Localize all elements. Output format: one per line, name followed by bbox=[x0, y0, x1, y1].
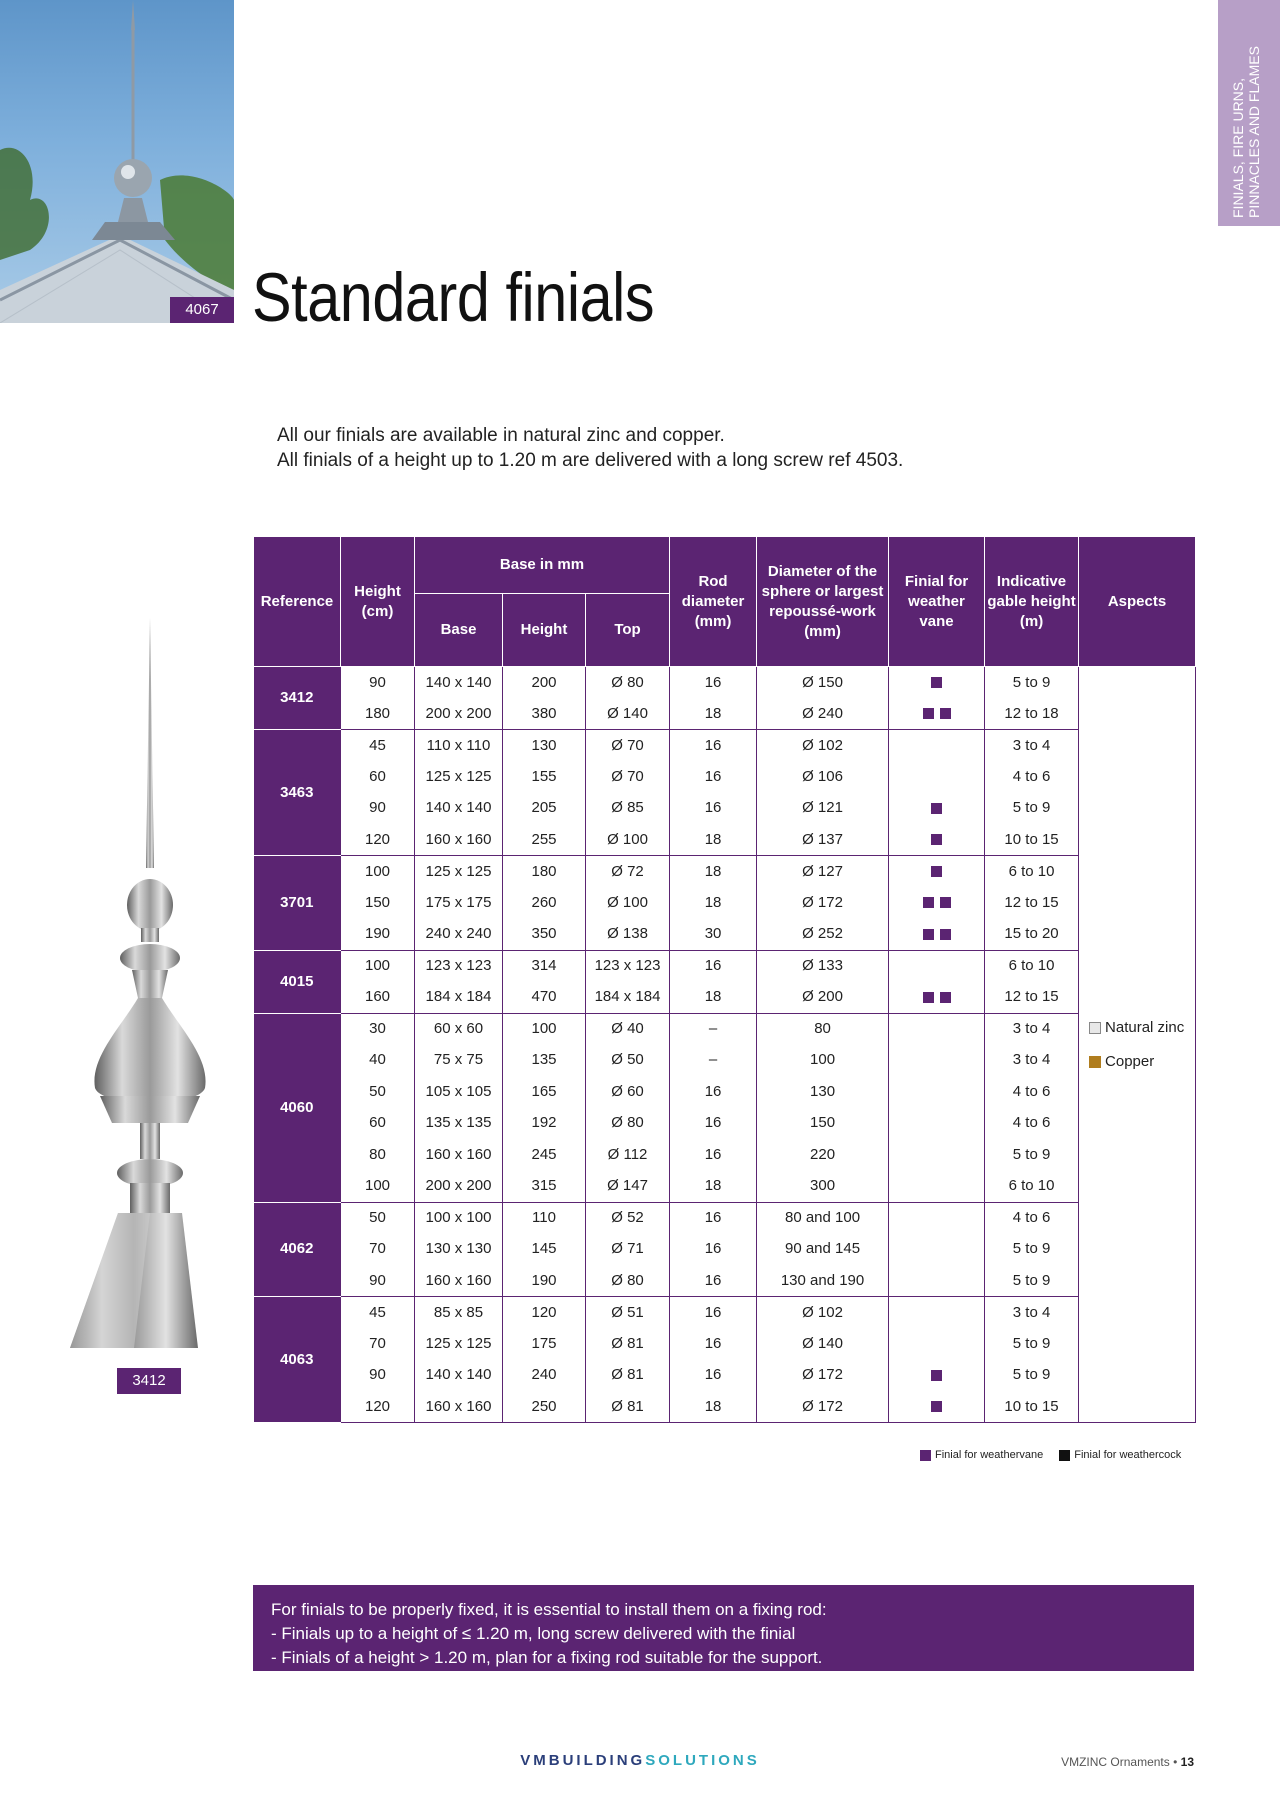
gable-height-cell: 3 to 4 bbox=[985, 730, 1079, 762]
table-row bbox=[254, 919, 1196, 951]
header-top: Top bbox=[586, 594, 670, 667]
gable-height-cell: 3 to 4 bbox=[985, 1013, 1079, 1045]
spec-table-body bbox=[254, 667, 1196, 1423]
weather-vane-cell bbox=[889, 1391, 985, 1423]
legend-weathercock bbox=[1059, 1449, 1181, 1461]
weather-vane-cell bbox=[889, 730, 985, 762]
diameter-cell: Ø 140 bbox=[757, 1328, 889, 1360]
rod-cell: 18 bbox=[670, 982, 757, 1014]
header-gable-height: Indicative gable height (m) bbox=[985, 537, 1079, 667]
diameter-cell: 220 bbox=[757, 1139, 889, 1171]
weather-vane-cell bbox=[889, 761, 985, 793]
table-row bbox=[254, 887, 1196, 919]
aspect-label: Natural zinc bbox=[1105, 1018, 1185, 1036]
legend bbox=[920, 1449, 1181, 1461]
base-height-cell: 314 bbox=[503, 950, 586, 982]
weather-vane-cell bbox=[889, 1202, 985, 1234]
weathervane-swatch-icon bbox=[920, 1450, 931, 1461]
gable-height-cell: 4 to 6 bbox=[985, 761, 1079, 793]
base-cell: 140 x 140 bbox=[415, 1360, 503, 1392]
diameter-cell: Ø 127 bbox=[757, 856, 889, 888]
height-cell: 150 bbox=[341, 887, 415, 919]
diameter-cell: Ø 137 bbox=[757, 824, 889, 856]
weathervane-mark-icon bbox=[931, 803, 942, 814]
base-height-cell: 130 bbox=[503, 730, 586, 762]
base-height-cell: 205 bbox=[503, 793, 586, 825]
base-cell: 200 x 200 bbox=[415, 698, 503, 730]
brand-part-1: VMBUILDING bbox=[520, 1752, 646, 1769]
table-row bbox=[254, 950, 1196, 982]
table-row bbox=[254, 1202, 1196, 1234]
diameter-cell: Ø 172 bbox=[757, 1360, 889, 1392]
top-cell: Ø 138 bbox=[586, 919, 670, 951]
weather-vane-cell bbox=[889, 1076, 985, 1108]
header-aspects: Aspects bbox=[1079, 537, 1196, 667]
weathervane-mark-icon bbox=[940, 708, 951, 719]
base-height-cell: 315 bbox=[503, 1171, 586, 1203]
base-height-cell: 135 bbox=[503, 1045, 586, 1077]
rod-cell: 16 bbox=[670, 730, 757, 762]
aspect-label: Copper bbox=[1105, 1052, 1155, 1070]
aspect-swatch-icon bbox=[1089, 1022, 1101, 1034]
reference-cell: 3701 bbox=[254, 856, 341, 951]
height-cell: 120 bbox=[341, 824, 415, 856]
intro-line-1: All our finials are available in natural zinc and copper. bbox=[277, 425, 725, 446]
weather-vane-cell bbox=[889, 982, 985, 1014]
reference-cell: 4060 bbox=[254, 1013, 341, 1202]
table-row bbox=[254, 1045, 1196, 1077]
brand-part-2: SOLUTIONS bbox=[645, 1752, 760, 1769]
height-cell: 100 bbox=[341, 950, 415, 982]
base-cell: 85 x 85 bbox=[415, 1297, 503, 1329]
header-base-group: Base in mm bbox=[415, 537, 670, 594]
table-row bbox=[254, 730, 1196, 762]
weathervane-mark-icon bbox=[931, 866, 942, 877]
top-cell: Ø 50 bbox=[586, 1045, 670, 1077]
base-height-cell: 240 bbox=[503, 1360, 586, 1392]
rod-cell: 18 bbox=[670, 856, 757, 888]
weather-vane-cell bbox=[889, 1045, 985, 1077]
page-title: Standard finials bbox=[252, 259, 655, 336]
height-cell: 90 bbox=[341, 1360, 415, 1392]
base-cell: 140 x 140 bbox=[415, 667, 503, 699]
table-row bbox=[254, 856, 1196, 888]
height-cell: 70 bbox=[341, 1234, 415, 1266]
height-cell: 120 bbox=[341, 1391, 415, 1423]
gable-height-cell: 5 to 9 bbox=[985, 793, 1079, 825]
height-cell: 80 bbox=[341, 1139, 415, 1171]
base-cell: 60 x 60 bbox=[415, 1013, 503, 1045]
height-cell: 90 bbox=[341, 1265, 415, 1297]
gable-height-cell: 3 to 4 bbox=[985, 1045, 1079, 1077]
table-row bbox=[254, 761, 1196, 793]
top-cell: Ø 80 bbox=[586, 1265, 670, 1297]
height-cell: 190 bbox=[341, 919, 415, 951]
header-sphere-diameter: Diameter of the sphere or largest repoussé-work (mm) bbox=[757, 537, 889, 667]
rod-cell: 16 bbox=[670, 1265, 757, 1297]
weather-vane-cell bbox=[889, 667, 985, 699]
gable-height-cell: 12 to 18 bbox=[985, 698, 1079, 730]
gable-height-cell: 4 to 6 bbox=[985, 1108, 1079, 1140]
weather-vane-cell bbox=[889, 1108, 985, 1140]
top-cell: Ø 70 bbox=[586, 730, 670, 762]
weather-vane-cell bbox=[889, 1328, 985, 1360]
height-cell: 90 bbox=[341, 667, 415, 699]
base-cell: 110 x 110 bbox=[415, 730, 503, 762]
table-row bbox=[254, 1108, 1196, 1140]
rod-cell: 16 bbox=[670, 1234, 757, 1266]
diameter-cell: 130 bbox=[757, 1076, 889, 1108]
base-cell: 240 x 240 bbox=[415, 919, 503, 951]
diameter-cell: Ø 133 bbox=[757, 950, 889, 982]
height-cell: 30 bbox=[341, 1013, 415, 1045]
table-row bbox=[254, 698, 1196, 730]
diameter-cell: Ø 106 bbox=[757, 761, 889, 793]
base-height-cell: 175 bbox=[503, 1328, 586, 1360]
base-height-cell: 350 bbox=[503, 919, 586, 951]
top-cell: Ø 80 bbox=[586, 667, 670, 699]
reference-cell: 3412 bbox=[254, 667, 341, 730]
table-row bbox=[254, 1076, 1196, 1108]
note-line-3: - Finials of a height > 1.20 m, plan for a fixing rod suitable for the support. bbox=[271, 1648, 823, 1667]
weather-vane-cell bbox=[889, 1139, 985, 1171]
diameter-cell: Ø 102 bbox=[757, 1297, 889, 1329]
section-tab-label bbox=[1230, 8, 1262, 218]
header-photo bbox=[0, 0, 234, 323]
table-row bbox=[254, 1013, 1196, 1045]
base-height-cell: 165 bbox=[503, 1076, 586, 1108]
rod-cell: – bbox=[670, 1045, 757, 1077]
weather-vane-cell bbox=[889, 1360, 985, 1392]
note-line-2: - Finials up to a height of ≤ 1.20 m, long screw delivered with the finial bbox=[271, 1624, 796, 1643]
weather-vane-cell bbox=[889, 887, 985, 919]
base-cell: 125 x 125 bbox=[415, 1328, 503, 1360]
gable-height-cell: 5 to 9 bbox=[985, 1234, 1079, 1266]
base-height-cell: 470 bbox=[503, 982, 586, 1014]
height-cell: 45 bbox=[341, 1297, 415, 1329]
reference-cell: 3463 bbox=[254, 730, 341, 856]
table-row bbox=[254, 824, 1196, 856]
header-reference: Reference bbox=[254, 537, 341, 667]
top-cell: 184 x 184 bbox=[586, 982, 670, 1014]
top-cell: Ø 81 bbox=[586, 1391, 670, 1423]
top-cell: Ø 112 bbox=[586, 1139, 670, 1171]
height-cell: 100 bbox=[341, 856, 415, 888]
top-cell: Ø 81 bbox=[586, 1360, 670, 1392]
base-height-cell: 192 bbox=[503, 1108, 586, 1140]
base-cell: 123 x 123 bbox=[415, 950, 503, 982]
finial-reference-tag: 3412 bbox=[117, 1368, 181, 1394]
top-cell: Ø 100 bbox=[586, 824, 670, 856]
reference-cell: 4063 bbox=[254, 1297, 341, 1423]
aspect-item bbox=[1089, 1018, 1195, 1038]
table-row bbox=[254, 1139, 1196, 1171]
weathervane-mark-icon bbox=[931, 677, 942, 688]
table-row bbox=[254, 1391, 1196, 1423]
diameter-cell: 90 and 145 bbox=[757, 1234, 889, 1266]
top-cell: Ø 52 bbox=[586, 1202, 670, 1234]
base-cell: 140 x 140 bbox=[415, 793, 503, 825]
rod-cell: 16 bbox=[670, 667, 757, 699]
weathervane-mark-icon bbox=[931, 1401, 942, 1412]
height-cell: 160 bbox=[341, 982, 415, 1014]
diameter-cell: 150 bbox=[757, 1108, 889, 1140]
diameter-cell: Ø 172 bbox=[757, 1391, 889, 1423]
rod-cell: 16 bbox=[670, 1076, 757, 1108]
rod-cell: 16 bbox=[670, 950, 757, 982]
rod-cell: 16 bbox=[670, 761, 757, 793]
top-cell: Ø 51 bbox=[586, 1297, 670, 1329]
base-cell: 160 x 160 bbox=[415, 1139, 503, 1171]
base-height-cell: 100 bbox=[503, 1013, 586, 1045]
rod-cell: 18 bbox=[670, 698, 757, 730]
rod-cell: 16 bbox=[670, 1202, 757, 1234]
weather-vane-cell bbox=[889, 856, 985, 888]
footer-page-label: VMZINC Ornaments • bbox=[1061, 1755, 1178, 1769]
top-cell: Ø 71 bbox=[586, 1234, 670, 1266]
base-cell: 100 x 100 bbox=[415, 1202, 503, 1234]
legend-weathervane bbox=[920, 1449, 1043, 1461]
rod-cell: 18 bbox=[670, 887, 757, 919]
table-row bbox=[254, 793, 1196, 825]
header-base-height: Height bbox=[503, 594, 586, 667]
weathervane-mark-icon bbox=[923, 929, 934, 940]
base-cell: 135 x 135 bbox=[415, 1108, 503, 1140]
height-cell: 180 bbox=[341, 698, 415, 730]
table-row bbox=[254, 1234, 1196, 1266]
weathervane-mark-icon bbox=[931, 1370, 942, 1381]
gable-height-cell: 5 to 9 bbox=[985, 1265, 1079, 1297]
gable-height-cell: 4 to 6 bbox=[985, 1076, 1079, 1108]
table-row bbox=[254, 1297, 1196, 1329]
top-cell: Ø 80 bbox=[586, 1108, 670, 1140]
gable-height-cell: 6 to 10 bbox=[985, 950, 1079, 982]
base-height-cell: 155 bbox=[503, 761, 586, 793]
rod-cell: 30 bbox=[670, 919, 757, 951]
top-cell: Ø 100 bbox=[586, 887, 670, 919]
gable-height-cell: 15 to 20 bbox=[985, 919, 1079, 951]
base-height-cell: 380 bbox=[503, 698, 586, 730]
finials-spec-table bbox=[253, 536, 1196, 1423]
gable-height-cell: 5 to 9 bbox=[985, 1139, 1079, 1171]
rod-cell: 16 bbox=[670, 1328, 757, 1360]
section-tab-line-1: FINIALS, FIRE URNS, bbox=[1230, 77, 1246, 218]
intro-text bbox=[277, 423, 903, 473]
table-row bbox=[254, 667, 1196, 699]
weather-vane-cell bbox=[889, 793, 985, 825]
rod-cell: 18 bbox=[670, 1391, 757, 1423]
height-cell: 50 bbox=[341, 1202, 415, 1234]
diameter-cell: Ø 240 bbox=[757, 698, 889, 730]
header-rod-diameter: Rod diameter (mm) bbox=[670, 537, 757, 667]
base-cell: 105 x 105 bbox=[415, 1076, 503, 1108]
top-cell: Ø 81 bbox=[586, 1328, 670, 1360]
base-cell: 125 x 125 bbox=[415, 856, 503, 888]
table-row bbox=[254, 1360, 1196, 1392]
gable-height-cell: 4 to 6 bbox=[985, 1202, 1079, 1234]
legend-weathervane-label: Finial for weathervane bbox=[935, 1449, 1044, 1461]
header-weather-vane: Finial for weather vane bbox=[889, 537, 985, 667]
gable-height-cell: 10 to 15 bbox=[985, 1391, 1079, 1423]
gable-height-cell: 6 to 10 bbox=[985, 856, 1079, 888]
base-cell: 184 x 184 bbox=[415, 982, 503, 1014]
diameter-cell: Ø 252 bbox=[757, 919, 889, 951]
weathervane-mark-icon bbox=[940, 929, 951, 940]
weather-vane-cell bbox=[889, 919, 985, 951]
height-cell: 60 bbox=[341, 1108, 415, 1140]
gable-height-cell: 10 to 15 bbox=[985, 824, 1079, 856]
top-cell: Ø 60 bbox=[586, 1076, 670, 1108]
diameter-cell: Ø 121 bbox=[757, 793, 889, 825]
base-height-cell: 255 bbox=[503, 824, 586, 856]
weathervane-mark-icon bbox=[940, 897, 951, 908]
base-height-cell: 180 bbox=[503, 856, 586, 888]
diameter-cell: Ø 200 bbox=[757, 982, 889, 1014]
base-cell: 160 x 160 bbox=[415, 824, 503, 856]
base-cell: 75 x 75 bbox=[415, 1045, 503, 1077]
gable-height-cell: 12 to 15 bbox=[985, 887, 1079, 919]
height-cell: 90 bbox=[341, 793, 415, 825]
base-height-cell: 110 bbox=[503, 1202, 586, 1234]
height-cell: 45 bbox=[341, 730, 415, 762]
rod-cell: 18 bbox=[670, 1171, 757, 1203]
gable-height-cell: 6 to 10 bbox=[985, 1171, 1079, 1203]
legend-weathercock-label: Finial for weathercock bbox=[1074, 1449, 1182, 1461]
finial-rooftop-photo bbox=[0, 0, 234, 323]
gable-height-cell: 5 to 9 bbox=[985, 667, 1079, 699]
table-row bbox=[254, 1328, 1196, 1360]
base-height-cell: 120 bbox=[503, 1297, 586, 1329]
note-line-1: For finials to be properly fixed, it is essential to install them on a fixing rod: bbox=[271, 1600, 827, 1619]
weather-vane-cell bbox=[889, 1265, 985, 1297]
table-row bbox=[254, 1265, 1196, 1297]
height-cell: 100 bbox=[341, 1171, 415, 1203]
base-cell: 160 x 160 bbox=[415, 1265, 503, 1297]
diameter-cell: 80 bbox=[757, 1013, 889, 1045]
height-cell: 40 bbox=[341, 1045, 415, 1077]
rod-cell: 18 bbox=[670, 824, 757, 856]
footer-page-number bbox=[1061, 1755, 1194, 1769]
base-height-cell: 260 bbox=[503, 887, 586, 919]
weathervane-mark-icon bbox=[931, 834, 942, 845]
reference-cell: 4062 bbox=[254, 1202, 341, 1297]
weather-vane-cell bbox=[889, 1171, 985, 1203]
weather-vane-cell bbox=[889, 824, 985, 856]
weathercock-swatch-icon bbox=[1059, 1450, 1070, 1461]
gable-height-cell: 3 to 4 bbox=[985, 1297, 1079, 1329]
diameter-cell: 130 and 190 bbox=[757, 1265, 889, 1297]
height-cell: 50 bbox=[341, 1076, 415, 1108]
top-cell: Ø 85 bbox=[586, 793, 670, 825]
header-base: Base bbox=[415, 594, 503, 667]
base-cell: 175 x 175 bbox=[415, 887, 503, 919]
diameter-cell: Ø 150 bbox=[757, 667, 889, 699]
rod-cell: – bbox=[670, 1013, 757, 1045]
weather-vane-cell bbox=[889, 950, 985, 982]
base-cell: 200 x 200 bbox=[415, 1171, 503, 1203]
base-height-cell: 200 bbox=[503, 667, 586, 699]
photo-reference-tag: 4067 bbox=[170, 297, 234, 323]
height-cell: 60 bbox=[341, 761, 415, 793]
top-cell: 123 x 123 bbox=[586, 950, 670, 982]
table-row bbox=[254, 982, 1196, 1014]
reference-cell: 4015 bbox=[254, 950, 341, 1013]
header-height: Height (cm) bbox=[341, 537, 415, 667]
gable-height-cell: 5 to 9 bbox=[985, 1328, 1079, 1360]
weather-vane-cell bbox=[889, 1297, 985, 1329]
base-cell: 125 x 125 bbox=[415, 761, 503, 793]
diameter-cell: Ø 102 bbox=[757, 730, 889, 762]
rod-cell: 16 bbox=[670, 1297, 757, 1329]
base-height-cell: 245 bbox=[503, 1139, 586, 1171]
diameter-cell: Ø 172 bbox=[757, 887, 889, 919]
gable-height-cell: 12 to 15 bbox=[985, 982, 1079, 1014]
fixing-note bbox=[253, 1585, 1194, 1671]
aspects-cell bbox=[1079, 667, 1196, 1423]
aspect-swatch-icon bbox=[1089, 1056, 1101, 1068]
base-height-cell: 145 bbox=[503, 1234, 586, 1266]
weather-vane-cell bbox=[889, 1234, 985, 1266]
base-height-cell: 190 bbox=[503, 1265, 586, 1297]
top-cell: Ø 140 bbox=[586, 698, 670, 730]
diameter-cell: 100 bbox=[757, 1045, 889, 1077]
top-cell: Ø 72 bbox=[586, 856, 670, 888]
rod-cell: 16 bbox=[670, 1360, 757, 1392]
footer-page-num: 13 bbox=[1180, 1755, 1194, 1769]
weathervane-mark-icon bbox=[923, 708, 934, 719]
rod-cell: 16 bbox=[670, 1108, 757, 1140]
weather-vane-cell bbox=[889, 1013, 985, 1045]
base-height-cell: 250 bbox=[503, 1391, 586, 1423]
finial-3412-illustration bbox=[70, 618, 230, 1348]
table-row bbox=[254, 1171, 1196, 1203]
aspect-item bbox=[1089, 1052, 1195, 1072]
weathervane-mark-icon bbox=[923, 992, 934, 1003]
weather-vane-cell bbox=[889, 698, 985, 730]
base-cell: 130 x 130 bbox=[415, 1234, 503, 1266]
diameter-cell: 300 bbox=[757, 1171, 889, 1203]
height-cell: 70 bbox=[341, 1328, 415, 1360]
rod-cell: 16 bbox=[670, 793, 757, 825]
intro-line-2: All finials of a height up to 1.20 m are delivered with a long screw ref 4503. bbox=[277, 450, 904, 471]
top-cell: Ø 40 bbox=[586, 1013, 670, 1045]
base-cell: 160 x 160 bbox=[415, 1391, 503, 1423]
diameter-cell: 80 and 100 bbox=[757, 1202, 889, 1234]
weathervane-mark-icon bbox=[923, 897, 934, 908]
top-cell: Ø 147 bbox=[586, 1171, 670, 1203]
top-cell: Ø 70 bbox=[586, 761, 670, 793]
rod-cell: 16 bbox=[670, 1139, 757, 1171]
section-tab-line-2: PINNACLES AND FLAMES bbox=[1246, 46, 1262, 218]
gable-height-cell: 5 to 9 bbox=[985, 1360, 1079, 1392]
weathervane-mark-icon bbox=[940, 992, 951, 1003]
